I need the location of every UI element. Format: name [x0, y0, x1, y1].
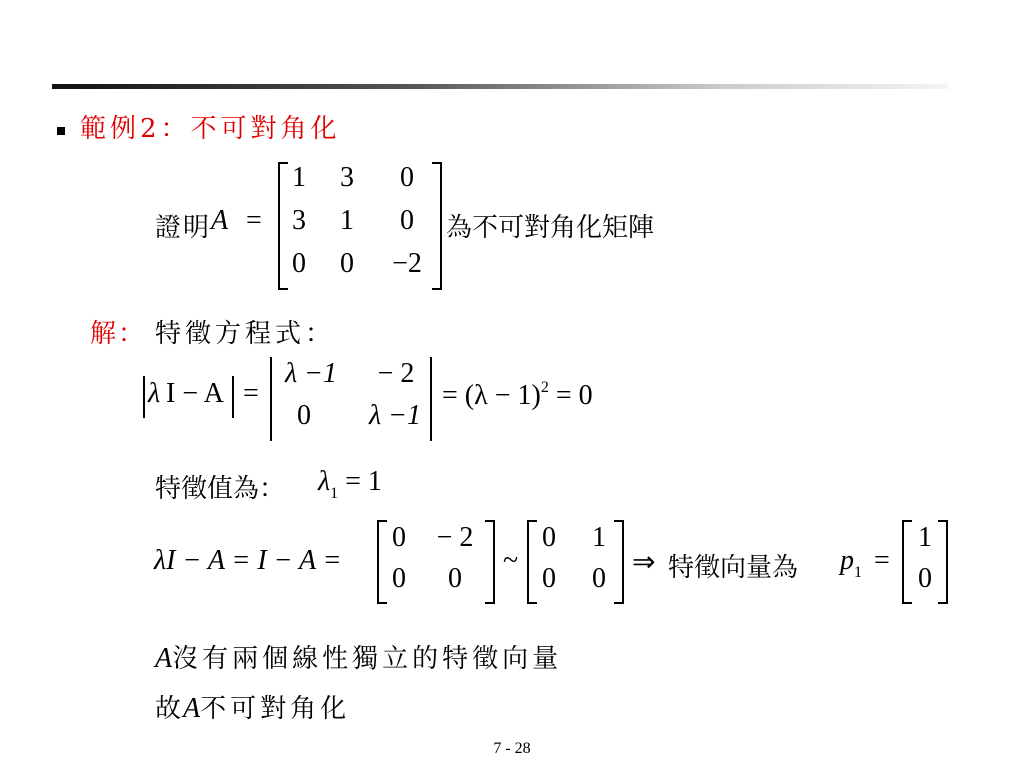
det-matrix-bar-right — [430, 357, 432, 441]
vec-right-bracket — [938, 520, 948, 604]
conclusion-var-2: A — [183, 693, 201, 724]
m2-cell: 0 — [542, 563, 556, 594]
solution-text: 特徵方程式： — [155, 319, 336, 349]
eigenvalue-rest: = 1 — [345, 466, 382, 497]
eigvec-text: 特徵向量為 — [668, 553, 799, 583]
conclusion-prefix: 故 — [155, 694, 184, 724]
m1-cell: 0 — [392, 563, 406, 594]
problem-equals: = — [246, 205, 262, 236]
eigenvalue-label: 特徵值為： — [155, 474, 286, 504]
conclusion-text-1: 沒有兩個線性獨立的特徵向量 — [172, 644, 563, 674]
m2-right-bracket — [614, 520, 624, 604]
matrix-a-cell: 0 — [400, 205, 414, 236]
solution-label: 解： — [90, 319, 147, 349]
matrix-a-cell: −2 — [392, 248, 422, 279]
char-rhs-open: = (λ − 1) — [442, 380, 541, 411]
eigvec-equals: = — [874, 545, 890, 576]
matrix-a-cell: 0 — [340, 248, 354, 279]
problem-prefix: 證明 — [155, 213, 212, 243]
eigenvalue-sub: 1 — [330, 485, 339, 502]
char-rhs-close: = 0 — [555, 380, 593, 411]
char-rhs — [442, 380, 593, 412]
char-rhs-exponent: 2 — [540, 379, 549, 396]
tilde: ~ — [503, 545, 519, 576]
matrix-a-cell: 1 — [340, 205, 354, 236]
matrix-a-cell: 0 — [292, 248, 306, 279]
m2-cell: 0 — [542, 522, 556, 553]
problem-var-a: A — [211, 205, 229, 236]
problem-suffix: 為不可對角化矩陣 — [446, 213, 655, 243]
slide-heading: 範例2：不可對角化 — [80, 114, 341, 144]
matrix-a-cell: 0 — [400, 162, 414, 193]
conclusion-line-1 — [155, 638, 562, 675]
m2-cell: 0 — [592, 563, 606, 594]
bullet-icon — [57, 127, 65, 135]
conclusion-line-2 — [155, 688, 350, 725]
title-divider — [52, 84, 948, 89]
m1-cell: − 2 — [436, 522, 474, 553]
det-cell: − 2 — [377, 358, 415, 389]
eigvec-p — [840, 545, 862, 581]
det-bar-right — [232, 376, 234, 418]
eigenvalue-expr — [318, 466, 382, 502]
det-matrix-bar-left — [270, 357, 272, 441]
eigvec-lhs: λI − A = I − A = — [154, 545, 342, 576]
eigenvalue-lambda: λ — [318, 466, 331, 497]
matrix-a-cell: 3 — [292, 205, 306, 236]
matrix-a-cell: 3 — [340, 162, 354, 193]
vec-cell: 0 — [918, 563, 932, 594]
det-cell: 0 — [297, 400, 311, 431]
conclusion-text-2: 不可對角化 — [200, 694, 351, 724]
eigvec-p-sub: 1 — [854, 564, 862, 581]
matrix-a-cell: 1 — [292, 162, 306, 193]
det-cell: λ −1 — [284, 358, 338, 389]
det-bar-left — [143, 376, 145, 418]
det-cell: λ −1 — [368, 400, 422, 431]
m1-cell: 0 — [448, 563, 462, 594]
char-lhs: I − A — [166, 378, 224, 409]
eigvec-p-var: p — [840, 545, 854, 576]
vec-cell: 1 — [918, 522, 932, 553]
implies-arrow: ⇒ — [632, 547, 656, 578]
page-number: 7 - 28 — [493, 740, 531, 757]
m1-right-bracket — [485, 520, 495, 604]
m1-cell: 0 — [392, 522, 406, 553]
char-lambda: λ — [148, 378, 161, 409]
m2-cell: 1 — [592, 522, 606, 553]
char-equals: = — [243, 378, 259, 409]
conclusion-var: A — [155, 643, 173, 674]
